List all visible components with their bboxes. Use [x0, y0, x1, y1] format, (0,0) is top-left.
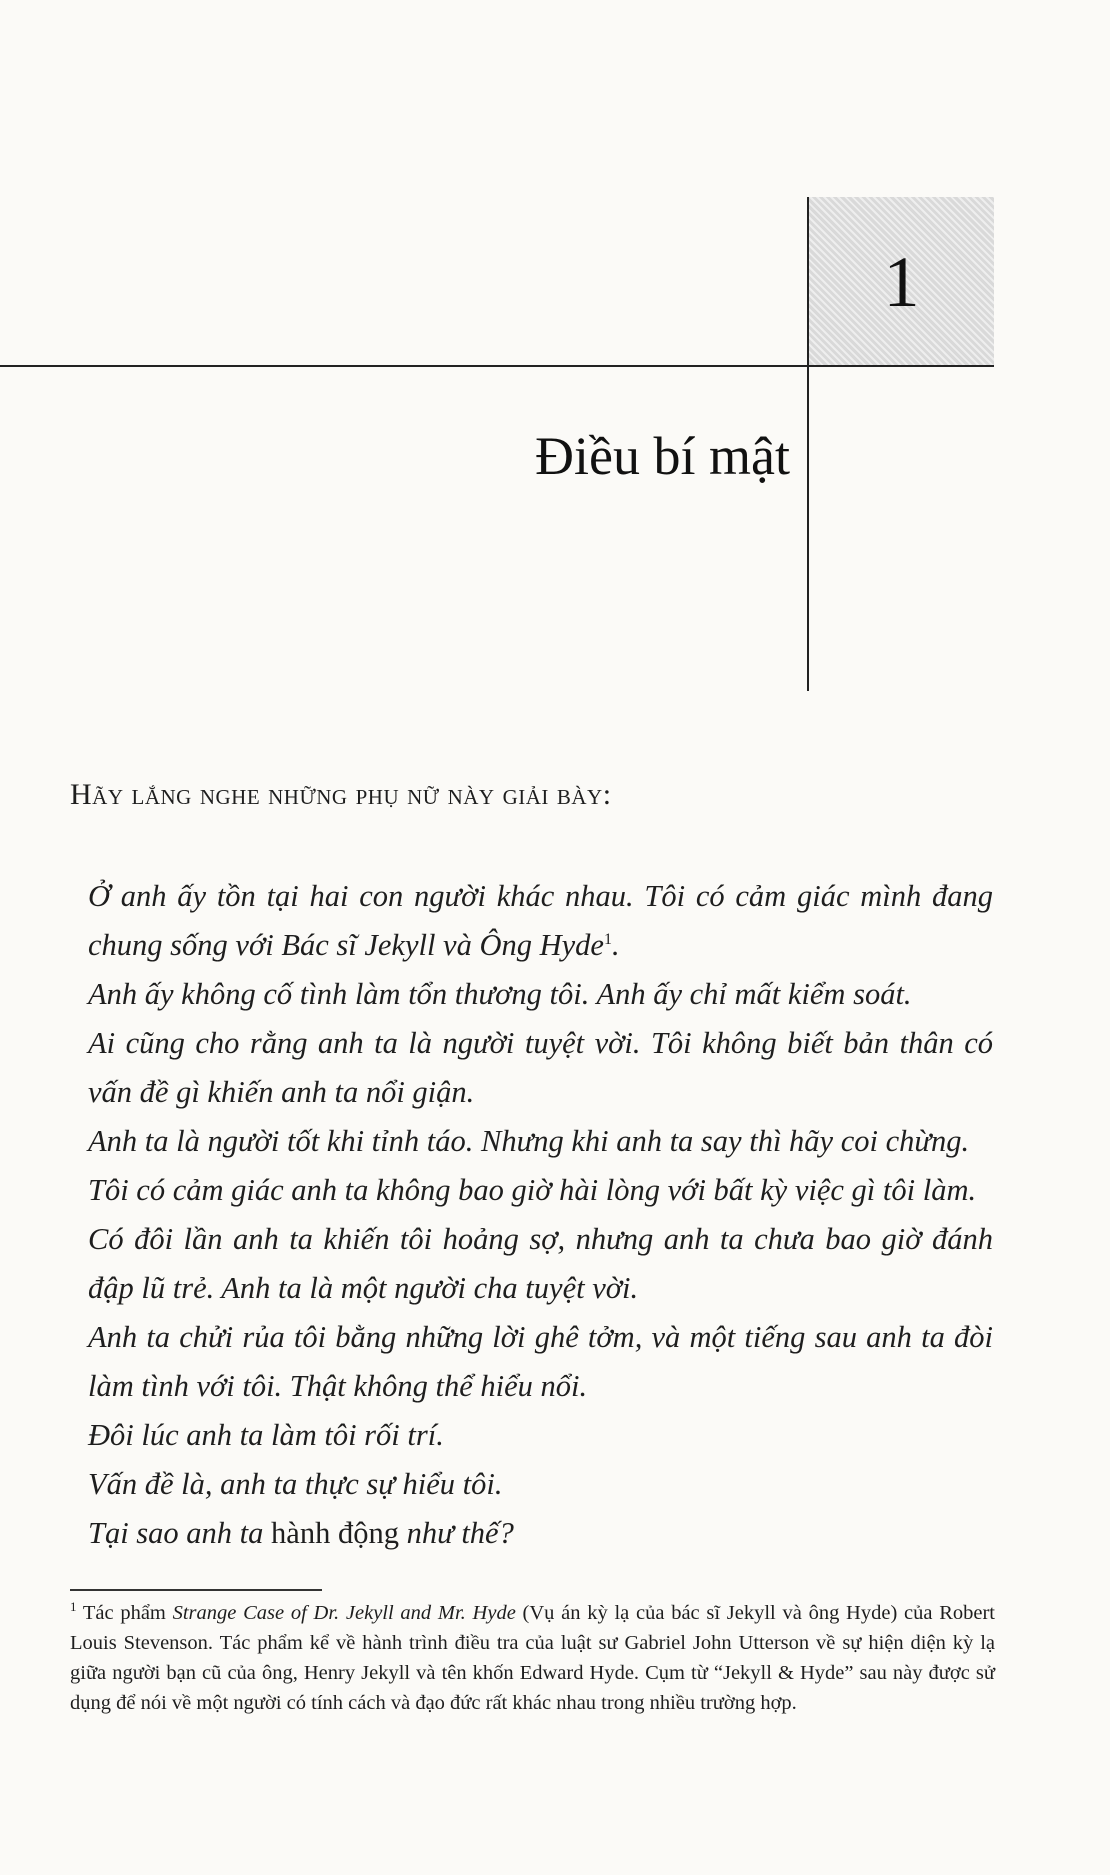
quote: Anh ấy không cố tình làm tổn thương tôi. Anh ấy chỉ mất kiểm soát. [88, 977, 912, 1011]
quote: Vấn đề là, anh ta thực sự hiểu tôi. [88, 1467, 503, 1501]
quote: Anh ta là người tốt khi tỉnh táo. Nhưng khi anh ta say thì hãy coi chừng. [88, 1124, 970, 1158]
quote: Có đôi lần anh ta khiến tôi hoảng sợ, nhưng anh ta chưa bao giờ đánh đập lũ trẻ. Anh ta là một người cha tuyệt vời. [88, 1222, 993, 1305]
horizontal-divider [0, 365, 994, 367]
quote: Tôi có cảm giác anh ta không bao giờ hài lòng với bất kỳ việc gì tôi làm. [88, 1173, 977, 1207]
quotes-block [88, 872, 993, 1558]
chapter-number: 1 [883, 241, 920, 322]
footnote-work-title: Strange Case of Dr. Jekyll and Mr. Hyde [172, 1602, 516, 1624]
quote: Đôi lúc anh ta làm tôi rối trí. [88, 1418, 444, 1452]
quote: Anh ta chửi rủa tôi bằng những lời ghê tởm, và một tiếng sau anh ta đòi làm tình với tôi. Thật không thể hiểu nổi. [88, 1320, 993, 1403]
intro-line: Hãy lắng nghe những phụ nữ này giải bày: [70, 778, 612, 811]
quote: Tại sao anh ta hành động như thế? [88, 1516, 514, 1550]
footnote: $^1$ Tác phẩm Strange Case of Dr. Jekyll and Mr. Hyde (Vụ án kỳ lạ của bác sĩ Jekyll và ông Hyde) của Robert Louis Stevenson. Tác phẩm kể về hành trình điều tra của luật sư Gabriel John Utterson về sự hiện diện kỳ lạ giữa người bạn cũ của ông, Henry Jekyll và tên khốn Edward Hyde. Cụm từ “Jekyll & Hyde” sau này được sử dụng để nói về một người có tính cách và đạo đức rất khác nhau trong nhiều trường hợp. [70, 1599, 995, 1714]
vertical-divider [807, 197, 809, 691]
quote: Ở anh ấy tồn tại hai con người khác nhau. Tôi có cảm giác mình đang chung sống với Bác sĩ Jekyll và Ông Hyde$^1$. [88, 879, 993, 962]
footnote-mark: 1 [70, 1599, 77, 1615]
footnote-ref: 1 [603, 930, 612, 948]
quote: Ai cũng cho rằng anh ta là người tuyệt vời. Tôi không biết bản thân có vấn đề gì khiến anh ta nổi giận. [88, 1026, 993, 1109]
footnote-rule [70, 1589, 322, 1591]
chapter-title: Điều bí mật [535, 426, 790, 486]
